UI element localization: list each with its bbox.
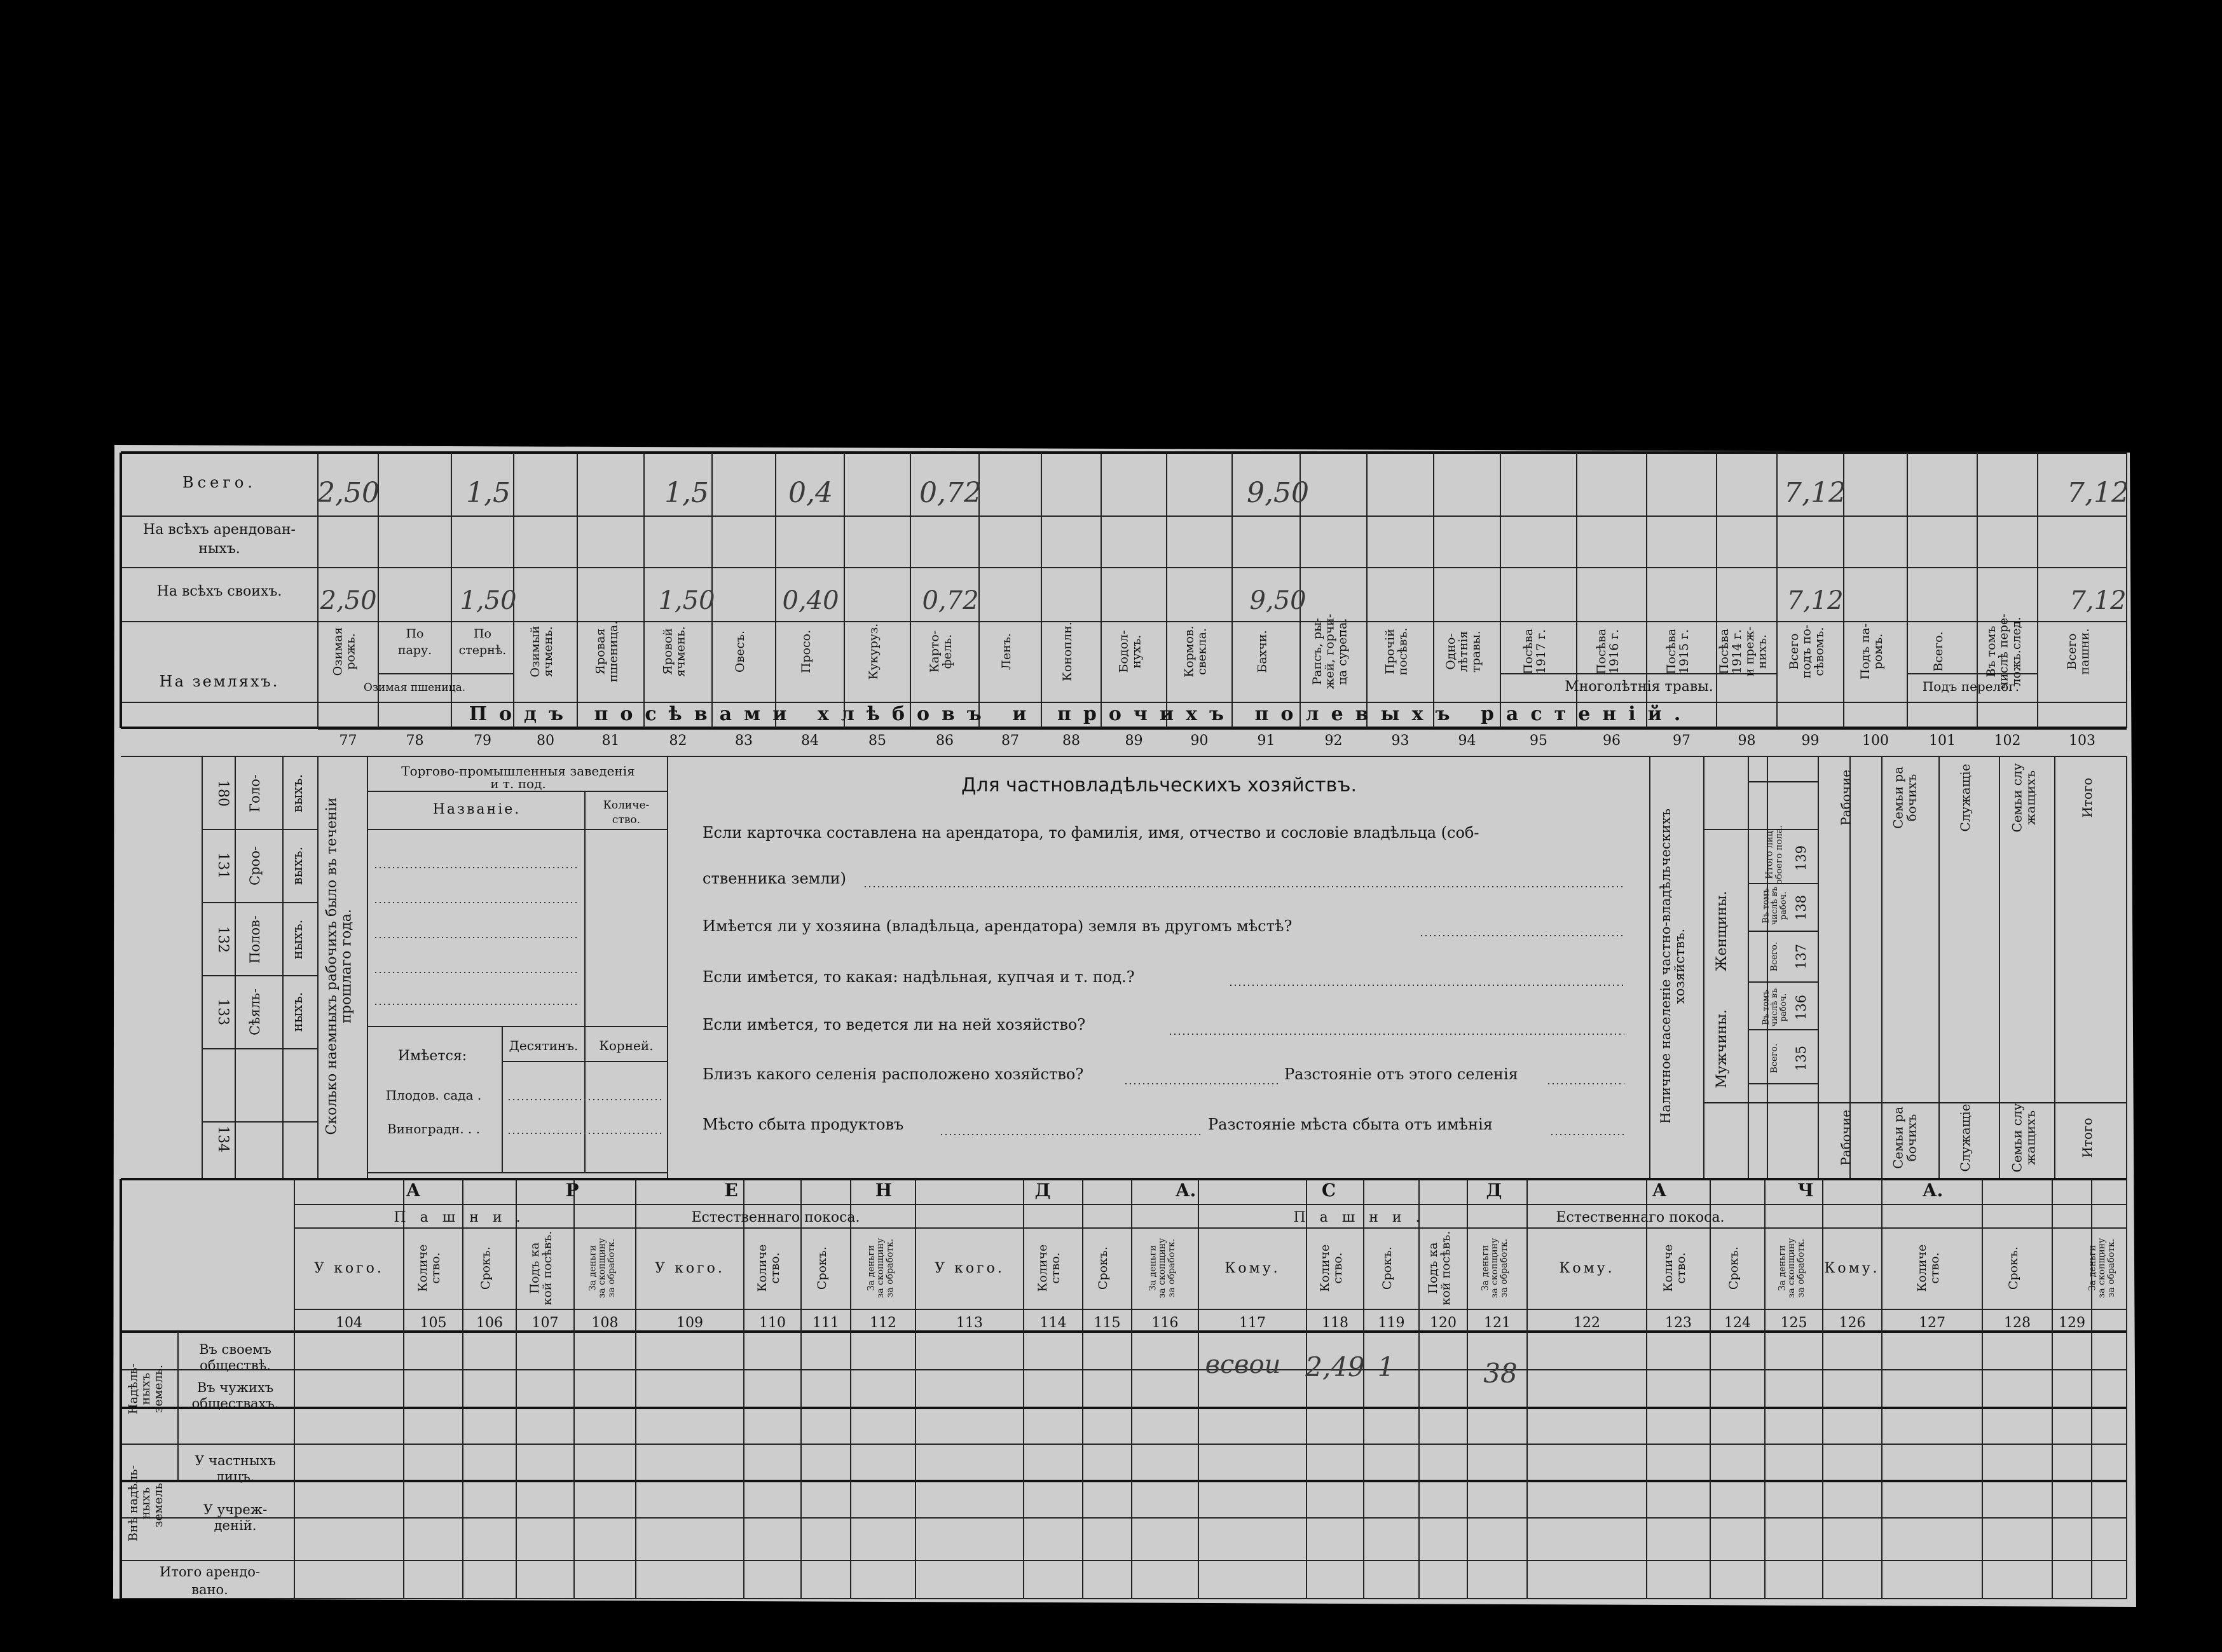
col-header: Озимаярожь. <box>331 627 358 676</box>
sdacha-title-letter: Ч <box>1797 1180 1814 1201</box>
arenda-row-label: Въ своемъ <box>199 1342 271 1357</box>
pop-number: 136 <box>1793 994 1809 1021</box>
pop-col-header: Семьи служащихъ <box>2009 763 2038 833</box>
arenda-col-number: 117 <box>1239 1315 1266 1331</box>
sub-header: Срокъ. <box>1727 1246 1741 1290</box>
handwritten-own: 0,72 <box>922 586 979 615</box>
col-number: 103 <box>2069 733 2095 749</box>
vsego-label: Всего. <box>1769 941 1780 972</box>
perelog-label: Подъ перелог. <box>1922 679 2020 694</box>
arenda-row-label: обществахъ. <box>191 1396 279 1411</box>
left-col-label: Полов- <box>247 915 263 964</box>
arenda-row-label: У учреж- <box>203 1502 268 1517</box>
handwritten-komu: всвои <box>1205 1350 1281 1379</box>
arenda-col-number: 122 <box>1574 1315 1600 1331</box>
col-header: Одно-лѣтнiятравы. <box>1443 631 1483 672</box>
private-q4: Если имѣется, то ведется ли на ней хозяйство? <box>703 1016 1086 1034</box>
pop-col-header: Служащiе <box>1958 763 1973 832</box>
arenda-col-number: 119 <box>1378 1315 1405 1331</box>
col-number: 94 <box>1458 733 1476 749</box>
arenda-col-number: 108 <box>591 1315 619 1331</box>
arenda-title-letter: Н <box>875 1180 893 1201</box>
handwritten-qty: 2,49 <box>1305 1351 1365 1382</box>
arenda-row-label: обществѣ. <box>200 1358 271 1373</box>
col-header: Посѣва1916 г. <box>1594 628 1622 675</box>
group-nadel: Надѣль-ныхъземель. <box>126 1363 166 1414</box>
arenda-col-number: 121 <box>1484 1315 1511 1331</box>
col-number: 101 <box>1929 733 1956 749</box>
arenda-col-number: 105 <box>420 1315 447 1331</box>
torg-title: Торгово-промышленныя заведенiя <box>401 763 635 779</box>
handwritten-terms: 38 <box>1483 1358 1518 1389</box>
col-header: Подъ па-ромъ. <box>1858 623 1886 680</box>
row-label-own: На всѣхъ своихъ. <box>156 584 282 599</box>
arenda-col-number: 129 <box>2059 1315 2085 1331</box>
handwritten-own: 7,12 <box>2069 586 2127 615</box>
arenda-title-letter: А <box>406 1180 421 1201</box>
arenda-title-letter: А. <box>1175 1180 1197 1201</box>
arenda-col-number: 124 <box>1724 1315 1751 1331</box>
sub-header: Срокъ. <box>1380 1246 1394 1290</box>
col-number: 81 <box>601 733 620 749</box>
sub-header: Срокъ. <box>2006 1246 2020 1290</box>
sub-header: Кому. <box>1224 1260 1280 1276</box>
has-label: Имѣется: <box>397 1048 467 1064</box>
left-col-label: Сѣяль- <box>247 988 263 1035</box>
vsego-label: Всего. <box>1769 1043 1780 1074</box>
sub-header: Кому. <box>1559 1260 1615 1276</box>
private-q1b: ственника земли) <box>703 870 846 887</box>
sub-header: У кого. <box>314 1260 384 1276</box>
handwritten-own: 1,50 <box>460 586 517 615</box>
arenda-col-number: 104 <box>336 1315 362 1331</box>
col-header: Озимыйячмень. <box>528 625 556 678</box>
col-header: Рапсъ, ры-жей, горчи-ца сурепа. <box>1310 613 1350 690</box>
private-q6b: Разстоянiе мѣста сбыта отъ имѣнiя <box>1208 1116 1493 1133</box>
col-number: 102 <box>1994 733 2021 749</box>
left-col-label: выхъ. <box>290 774 305 813</box>
ozimaya-label: Озимая пшеница. <box>363 681 466 694</box>
arenda-col-number: 126 <box>1839 1315 1866 1331</box>
banner-title: Подъ посѣвами хлѣбовъ и прочихъ полевыхъ растенiй. <box>469 703 1693 725</box>
handwritten-total: 0,4 <box>788 477 833 509</box>
torg-title: и т. под. <box>490 776 546 791</box>
korney-label: Корней. <box>599 1038 654 1053</box>
col-number: 89 <box>1125 733 1143 749</box>
arenda-title-letter: Р <box>565 1180 579 1201</box>
private-q3: Если имѣется, то какая: надѣльная, купчая и т. под.? <box>703 968 1135 986</box>
workers-question: Сколько наемныхъ рабочихъ было въ теченiипрошлаго года. <box>324 797 355 1135</box>
arenda-col-number: 123 <box>1665 1315 1692 1331</box>
col-number: 90 <box>1190 733 1209 749</box>
sub-header: Количество. <box>1915 1244 1942 1292</box>
sub-header: За деньгиза скопщинуза обработк. <box>1777 1238 1806 1299</box>
total-persons-label: Итого лицобоего пола. <box>1764 825 1785 885</box>
handwritten-own: 9,50 <box>1249 586 1306 615</box>
sdacha-title-letter: А <box>1652 1180 1667 1201</box>
handwritten-own: 7,12 <box>1787 586 1844 615</box>
arenda-col-number: 118 <box>1322 1315 1348 1331</box>
col-header: Въ томъчислѣ пере-ложь.след. <box>1984 613 2024 690</box>
arenda-col-number: 128 <box>2004 1315 2031 1331</box>
col-number: 78 <box>406 733 424 749</box>
handwritten-term: 1 <box>1377 1351 1395 1382</box>
arenda-col-number: 115 <box>1094 1315 1121 1331</box>
col-header: Яроваяпшеница. <box>593 620 621 683</box>
total-rented-label: Итого арендо- <box>160 1564 260 1580</box>
vtom-label: Въ томъчислѣ върабоч. <box>1761 886 1788 925</box>
left-col-label: ныхъ. <box>290 919 305 960</box>
sub-header: За деньгиза скопщинуза обработк. <box>587 1238 617 1299</box>
arenda-col-number: 125 <box>1780 1315 1807 1331</box>
pokos-header: Естественнаго покоса. <box>691 1210 860 1225</box>
pokos-header: Естественнаго покоса. <box>1556 1210 1725 1225</box>
pop-col-header: Рабочие <box>1838 1110 1853 1166</box>
private-q5b: Разстоянiе отъ этого селенiя <box>1284 1065 1518 1083</box>
arenda-title-letter: Е <box>724 1180 738 1201</box>
arenda-col-number: 112 <box>870 1315 896 1331</box>
sdacha-title-letter: А. <box>1922 1180 1944 1201</box>
handwritten-own: 2,50 <box>320 586 377 615</box>
col-header: Ленъ. <box>999 633 1013 670</box>
col-header: Яровойячмень. <box>661 626 688 677</box>
col-header: Кормов.свекла. <box>1182 625 1209 678</box>
col-header: стернѣ. <box>458 643 507 657</box>
col-header: Посѣва1915 г. <box>1664 628 1692 675</box>
left-col-number: 134 <box>215 1126 231 1152</box>
pop-col-header: Итого <box>2080 1117 2095 1158</box>
sub-header: Количество. <box>416 1244 443 1292</box>
col-number: 91 <box>1257 733 1275 749</box>
sub-header: Количество. <box>1318 1244 1345 1292</box>
sub-header: Срокъ. <box>1096 1246 1110 1290</box>
pop-col-header: Семьи рабочихъ <box>1890 767 1919 829</box>
col-header: пару. <box>397 643 432 657</box>
sad-label: Плодов. сада . <box>385 1088 482 1103</box>
col-number: 95 <box>1530 733 1547 749</box>
arenda-col-number: 109 <box>676 1315 703 1331</box>
col-header: Посѣва1914 г.и преж-нихъ. <box>1717 626 1769 677</box>
arenda-col-number: 113 <box>956 1315 983 1331</box>
sdacha-title-letter: Д <box>1486 1180 1502 1201</box>
sdacha-title-letter: С <box>1321 1180 1336 1201</box>
arenda-col-number: 116 <box>1151 1315 1179 1331</box>
col-number: 99 <box>1801 733 1820 749</box>
col-header: Всегоподъ по-сѣвомъ. <box>1787 624 1827 679</box>
handwritten-total: 0,72 <box>919 477 982 509</box>
arenda-col-number: 106 <box>476 1315 503 1331</box>
arenda-col-number: 127 <box>1919 1315 1945 1331</box>
private-q6a: Мѣсто сбыта продуктовъ <box>703 1116 904 1133</box>
col-number: 100 <box>1862 733 1889 749</box>
pop-number: 137 <box>1793 943 1809 970</box>
arenda-title-letter: Д <box>1034 1180 1051 1201</box>
sub-header: За деньгиза скопщинуза обработк. <box>866 1238 895 1299</box>
col-number: 85 <box>868 733 886 749</box>
col-header: Бодол-нухъ. <box>1116 630 1144 673</box>
private-q2: Имѣется ли у хозяина (владѣльца, арендатора) земля въ другомъ мѣстѣ? <box>703 917 1293 935</box>
col-header: Овесъ. <box>733 630 747 673</box>
pop-number: 138 <box>1793 894 1809 921</box>
arenda-row-label: У частныхъ <box>195 1453 276 1468</box>
sub-header: За деньгиза скопщинуза обработк. <box>1148 1238 1177 1299</box>
arenda-row-label: Въ чужихъ <box>196 1380 274 1395</box>
torg-qty-header: ство. <box>612 814 641 826</box>
col-number: 88 <box>1062 733 1080 749</box>
col-number: 84 <box>801 733 819 749</box>
handwritten-total: 9,50 <box>1247 477 1309 509</box>
col-number: 82 <box>669 733 687 749</box>
sub-header: Подъ какой посѣвъ. <box>528 1231 555 1306</box>
handwritten-total: 1,5 <box>466 477 511 509</box>
col-header: Бахчи. <box>1255 630 1270 673</box>
left-col-number: 132 <box>215 926 231 953</box>
left-col-number: 180 <box>215 780 231 807</box>
left-col-label: Голо- <box>247 774 263 812</box>
col-header: Карто-фель. <box>928 630 955 673</box>
col-number: 80 <box>537 733 554 749</box>
arenda-row-label: денiй. <box>214 1518 257 1533</box>
pashni-header: Пашни. <box>1293 1210 1434 1225</box>
col-number: 87 <box>1001 733 1019 749</box>
col-header: Всегопашни. <box>2065 628 2092 675</box>
total-rented-label: вано. <box>191 1582 228 1597</box>
handwritten-total: 1,5 <box>664 477 709 509</box>
sub-header: Подъ какой посѣвъ. <box>1426 1231 1453 1306</box>
sub-header: Срокъ. <box>815 1246 829 1290</box>
col-number: 98 <box>1738 733 1756 749</box>
sub-header: Срокъ. <box>479 1246 493 1290</box>
pop-col-header: Семьи рабочихъ <box>1890 1107 1919 1169</box>
col-number: 92 <box>1324 733 1343 749</box>
torg-name-header: Названiе. <box>432 802 521 817</box>
arenda-row-label: лицъ. <box>216 1469 255 1484</box>
arenda-col-number: 111 <box>813 1315 839 1331</box>
private-title: Для частновладѣльческихъ хозяйствъ. <box>961 774 1357 796</box>
private-q1: Если карточка составлена на арендатора, то фамилiя, имя, отчество и сословiе владѣльца (соб- <box>703 824 1479 842</box>
sub-header: Кому. <box>1824 1260 1880 1276</box>
col-header: Кукуруз. <box>867 623 881 680</box>
torg-qty-header: Количе- <box>603 799 650 812</box>
col-number: 83 <box>735 733 753 749</box>
desyatin-label: Десятинъ. <box>509 1038 579 1053</box>
col-header: По <box>473 627 492 641</box>
sub-header: Количество. <box>755 1244 783 1292</box>
col-header: Коноплн. <box>1060 622 1074 681</box>
women-label: Женщины. <box>1714 891 1730 972</box>
handwritten-total: 2,50 <box>317 477 380 509</box>
col-number: 96 <box>1603 733 1621 749</box>
handwritten-total: 7,12 <box>2067 477 2129 509</box>
vinograd-label: Виноградн. . . <box>387 1121 481 1137</box>
pop-col-header: Служащiе <box>1958 1103 1973 1172</box>
col-header: Прочiйпосѣвъ. <box>1383 627 1410 676</box>
left-col-number: 133 <box>215 999 231 1025</box>
left-col-label: ныхъ. <box>290 992 305 1032</box>
private-q5a: Близъ какого селенiя расположено хозяйство? <box>703 1065 1084 1083</box>
sub-header: У кого. <box>655 1260 725 1276</box>
arenda-col-number: 120 <box>1430 1315 1457 1331</box>
col-number: 77 <box>339 733 357 749</box>
sub-header: За деньгиза скопщинуза обработк. <box>1480 1238 1509 1299</box>
col-number: 93 <box>1391 733 1409 749</box>
mnogolet-label: Многолѣтнiя травы. <box>1565 679 1713 695</box>
sub-header: За деньгиза скопщинуза обработк. <box>2087 1238 2116 1299</box>
handwritten-total: 7,12 <box>1784 477 1846 509</box>
men-label: Мужчины. <box>1714 1009 1730 1089</box>
col-number: 79 <box>474 733 491 749</box>
pop-col-header: Рабочие <box>1838 770 1853 826</box>
sub-header: Количество. <box>1036 1244 1063 1292</box>
sub-header: У кого. <box>935 1260 1005 1276</box>
pop-col-header: Итого <box>2080 777 2095 818</box>
pop-number: 135 <box>1793 1045 1809 1072</box>
left-col-number: 131 <box>215 852 231 879</box>
pop-col-header: Семьи служащихъ <box>2009 1103 2038 1173</box>
arenda-col-number: 110 <box>759 1315 786 1331</box>
vtom-label: Въ томъчислѣ върабоч. <box>1761 988 1788 1027</box>
sub-header: Количество. <box>1661 1244 1689 1292</box>
handwritten-own: 0,40 <box>782 586 839 615</box>
col-header: Посѣва1917 г. <box>1521 628 1549 675</box>
row-label-rented: ныхъ. <box>198 541 240 557</box>
col-header: По <box>406 627 424 641</box>
arenda-col-number: 107 <box>531 1315 559 1331</box>
pashni-header: Пашни. <box>394 1210 535 1225</box>
left-col-label: выхъ. <box>290 846 305 885</box>
pop-number: 139 <box>1793 845 1809 871</box>
row-label-rented: На всѣхъ арендован- <box>143 522 296 538</box>
row-label-lands: На земляхъ. <box>159 672 280 690</box>
col-header: Всего. <box>1931 631 1945 672</box>
population-title: Наличное населенiе частно-владѣльческихъхозяйствъ. <box>1658 808 1688 1124</box>
left-col-label: Сроо- <box>247 846 263 885</box>
row-label-total: Всего. <box>182 474 256 491</box>
col-number: 86 <box>936 733 954 749</box>
col-header: Просо. <box>799 629 813 674</box>
group-vne: Внѣ надѣль-ныхъземель. <box>126 1464 166 1542</box>
arenda-col-number: 114 <box>1039 1315 1067 1331</box>
handwritten-own: 1,50 <box>658 586 715 615</box>
col-number: 97 <box>1673 733 1691 749</box>
